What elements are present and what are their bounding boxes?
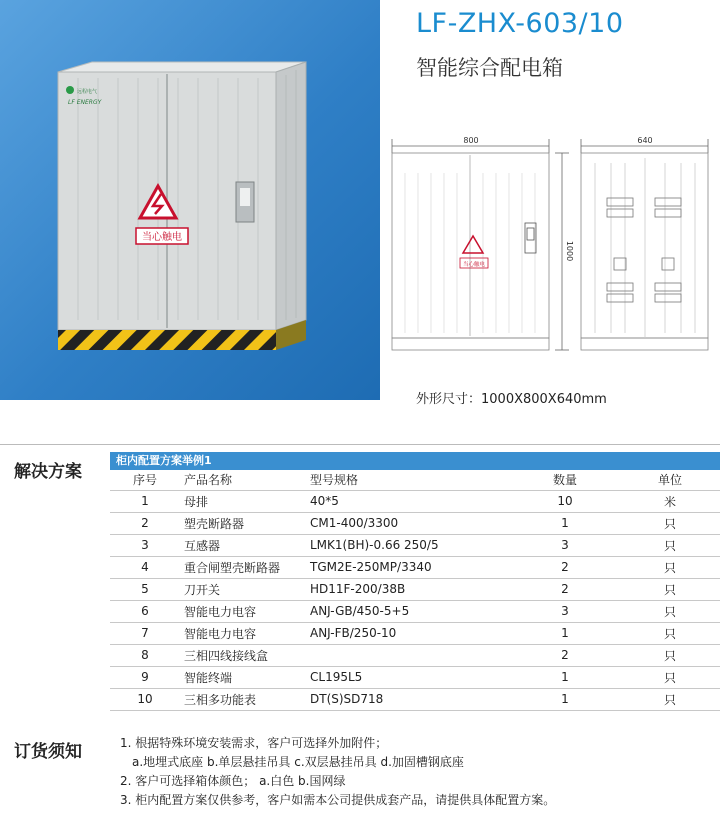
cell-name: 智能电力电容 bbox=[180, 622, 310, 644]
cell-model: DT(S)SD718 bbox=[310, 688, 510, 710]
product-name: 智能综合配电箱 bbox=[416, 56, 563, 80]
dimensions-text: 外形尺寸：1000X800X640mm bbox=[416, 392, 607, 407]
cell-model: CL195L5 bbox=[310, 666, 510, 688]
cell-unit: 只 bbox=[620, 666, 720, 688]
cell-model: LMK1(BH)-0.66 250/5 bbox=[310, 534, 510, 556]
cell-index: 4 bbox=[110, 556, 180, 578]
cell-name: 三相多功能表 bbox=[180, 688, 310, 710]
side-width-label: 640 bbox=[637, 136, 653, 145]
table-row bbox=[110, 490, 720, 512]
order-section-title: 订货须知 bbox=[14, 742, 82, 762]
table-row bbox=[110, 578, 720, 600]
cell-qty: 2 bbox=[510, 644, 620, 666]
section-divider bbox=[0, 444, 720, 445]
cell-model: TGM2E-250MP/3340 bbox=[310, 556, 510, 578]
cell-model: CM1-400/3300 bbox=[310, 512, 510, 534]
cell-name: 塑壳断路器 bbox=[180, 512, 310, 534]
header-unit: 单位 bbox=[620, 470, 720, 490]
product-photo bbox=[0, 0, 380, 400]
table-row bbox=[110, 534, 720, 556]
note-2: 2. 客户可选择箱体颜色； a.白色 b.国网绿 bbox=[120, 774, 346, 788]
cell-model: 40*5 bbox=[310, 490, 510, 512]
cell-index: 10 bbox=[110, 688, 180, 710]
cell-model: HD11F-200/38B bbox=[310, 578, 510, 600]
cell-qty: 3 bbox=[510, 534, 620, 556]
cell-name: 刀开关 bbox=[180, 578, 310, 600]
cabinet-illustration bbox=[0, 0, 380, 400]
cell-unit: 只 bbox=[620, 578, 720, 600]
cell-index: 2 bbox=[110, 512, 180, 534]
table-header-row bbox=[110, 470, 720, 490]
cell-qty: 3 bbox=[510, 600, 620, 622]
cell-qty: 1 bbox=[510, 688, 620, 710]
cell-unit: 只 bbox=[620, 622, 720, 644]
table-title: 柜内配置方案举例1 bbox=[110, 452, 720, 470]
cell-model: ANJ-FB/250-10 bbox=[310, 622, 510, 644]
table-row bbox=[110, 556, 720, 578]
cell-qty: 10 bbox=[510, 490, 620, 512]
cabinet-logo: LF ENERGY bbox=[68, 99, 102, 106]
configuration-table bbox=[110, 452, 720, 711]
table-row bbox=[110, 688, 720, 710]
cell-qty: 1 bbox=[510, 622, 620, 644]
cell-name: 智能终端 bbox=[180, 666, 310, 688]
table-row bbox=[110, 600, 720, 622]
cell-index: 8 bbox=[110, 644, 180, 666]
cell-unit: 只 bbox=[620, 600, 720, 622]
cell-name: 母排 bbox=[180, 490, 310, 512]
cell-index: 3 bbox=[110, 534, 180, 556]
cell-qty: 2 bbox=[510, 578, 620, 600]
cell-index: 7 bbox=[110, 622, 180, 644]
cell-qty: 1 bbox=[510, 512, 620, 534]
height-label: 1000 bbox=[565, 240, 574, 262]
cell-unit: 只 bbox=[620, 534, 720, 556]
drawing-warning-label: 当心触电 bbox=[462, 262, 486, 268]
cell-index: 1 bbox=[110, 490, 180, 512]
cell-index: 5 bbox=[110, 578, 180, 600]
cell-unit: 只 bbox=[620, 644, 720, 666]
product-model: LF-ZHX-603/10 bbox=[416, 8, 624, 39]
table-row bbox=[110, 644, 720, 666]
note-1: 1. 根据特殊环境安装需求，客户可选择外加附件； bbox=[120, 736, 388, 750]
cabinet-logo-small: 远程电气 bbox=[77, 89, 98, 95]
cell-unit: 只 bbox=[620, 512, 720, 534]
cell-name: 三相四线接线盒 bbox=[180, 644, 310, 666]
technical-drawing bbox=[385, 133, 715, 367]
cell-index: 9 bbox=[110, 666, 180, 688]
order-notes bbox=[120, 734, 555, 810]
header-name: 产品名称 bbox=[180, 470, 310, 490]
note-1-options: a.地埋式底座 b.单层悬挂吊具 c.双层悬挂吊具 d.加固槽钢底座 bbox=[132, 755, 464, 769]
header-model: 型号规格 bbox=[310, 470, 510, 490]
note-3: 3. 柜内配置方案仅供参考，客户如需本公司提供成套产品，请提供具体配置方案。 bbox=[120, 793, 556, 807]
cell-name: 智能电力电容 bbox=[180, 600, 310, 622]
cell-model: ANJ-GB/450-5+5 bbox=[310, 600, 510, 622]
cell-unit: 只 bbox=[620, 556, 720, 578]
solution-section-title: 解决方案 bbox=[14, 462, 82, 482]
cell-unit: 只 bbox=[620, 688, 720, 710]
header-index: 序号 bbox=[110, 470, 180, 490]
table-row bbox=[110, 622, 720, 644]
cell-model bbox=[310, 644, 510, 666]
table-row bbox=[110, 666, 720, 688]
cell-name: 互感器 bbox=[180, 534, 310, 556]
table-row bbox=[110, 512, 720, 534]
cell-name: 重合闸塑壳断路器 bbox=[180, 556, 310, 578]
cabinet-warning-label: 当心触电 bbox=[142, 232, 182, 243]
header-qty: 数量 bbox=[510, 470, 620, 490]
cell-unit: 米 bbox=[620, 490, 720, 512]
front-width-label: 800 bbox=[463, 136, 479, 145]
cell-index: 6 bbox=[110, 600, 180, 622]
cell-qty: 2 bbox=[510, 556, 620, 578]
cell-qty: 1 bbox=[510, 666, 620, 688]
